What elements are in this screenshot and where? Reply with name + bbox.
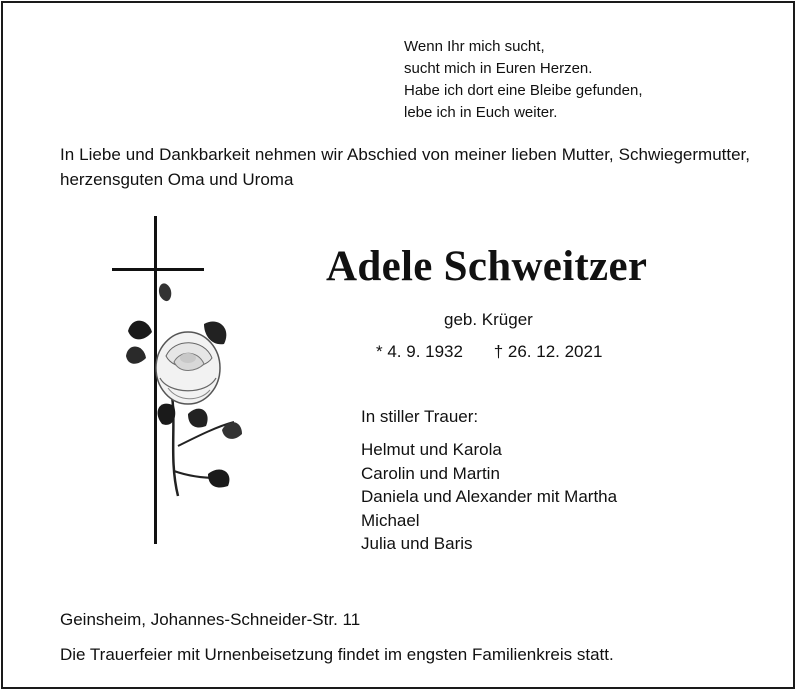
funeral-note: Die Trauerfeier mit Urnenbeisetzung findet im engsten Familienkreis statt. xyxy=(60,645,614,664)
rose-icon xyxy=(126,283,242,496)
birth-date: * 4. 9. 1932 xyxy=(376,342,463,361)
mourner-name: Daniela und Alexander mit Martha xyxy=(361,487,618,506)
mourning-heading: In stiller Trauer: xyxy=(361,407,479,426)
life-dates xyxy=(376,342,602,362)
maiden-name: geb. Krüger xyxy=(444,310,533,329)
cross-and-rose-illustration xyxy=(108,216,258,546)
poem xyxy=(404,36,643,124)
death-date: † 26. 12. 2021 xyxy=(493,342,603,361)
intro-text: In Liebe und Dankbarkeit nehmen wir Abschied von meiner lieben Mutter, Schwiegermutter, herzensguten Oma und Uroma xyxy=(60,145,750,189)
poem-line: Wenn Ihr mich sucht, xyxy=(404,38,545,55)
mourner-list xyxy=(361,438,617,556)
address: Geinsheim, Johannes-Schneider-Str. 11 xyxy=(60,610,361,629)
mourner-name: Carolin und Martin xyxy=(361,463,500,483)
deceased-name: Adele Schweitzer xyxy=(326,243,648,290)
mourner-name: Michael xyxy=(361,510,420,530)
poem-line: Habe ich dort eine Bleibe gefunden, xyxy=(404,82,643,99)
poem-line: sucht mich in Euren Herzen. xyxy=(404,60,593,77)
mourner-name: Helmut und Karola xyxy=(361,440,502,459)
mourner-name: Julia und Baris xyxy=(361,534,473,553)
poem-line: lebe ich in Euch weiter. xyxy=(404,104,558,121)
